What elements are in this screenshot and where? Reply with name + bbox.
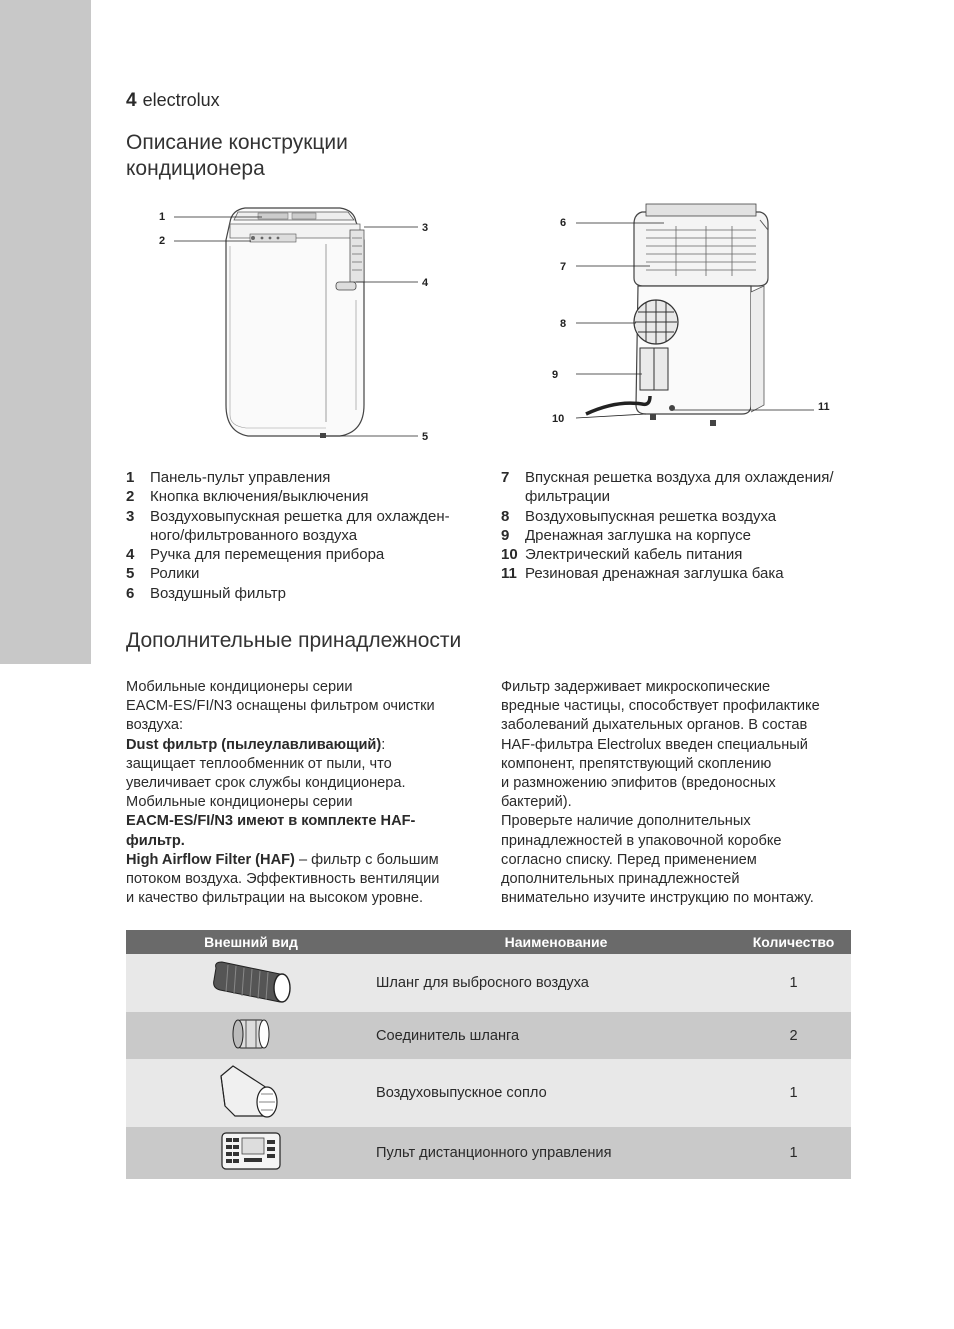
part-number: 7 — [501, 469, 510, 486]
part-description: Кнопка включения/выключения — [150, 488, 369, 506]
front-view-diagram — [150, 200, 440, 450]
part-description: Ролики — [150, 565, 200, 583]
text-line — [126, 832, 476, 851]
accessories-table — [126, 930, 851, 1179]
column-header-view: Внешний вид — [126, 930, 376, 954]
text-bold: EACM-ES/FI/N3 имеют в комплекте HAF- — [126, 813, 416, 830]
callout-7: 7 — [560, 261, 567, 273]
column-header-qty: Количество — [736, 930, 851, 954]
part-number — [126, 526, 150, 545]
part-number: 11 — [501, 565, 517, 583]
text-line: Фильтр задерживает микроскопические — [501, 679, 771, 695]
callout-2: 2 — [159, 235, 166, 247]
item-name: Воздуховыпускное сопло — [376, 1059, 736, 1127]
part-description: фильтрации — [525, 488, 611, 506]
parts-list-item — [126, 584, 476, 603]
parts-list-item — [126, 487, 476, 506]
part-description: ного/фильтрованного воздуха — [150, 526, 358, 544]
part-number: 2 — [126, 488, 135, 506]
text-line: EACM-ES/FI/N3 оснащены фильтром очистки — [126, 698, 435, 715]
callout-3: 3 — [422, 222, 429, 234]
item-name: Пульт дистанционного управления — [376, 1127, 736, 1179]
parts-list-right — [501, 468, 861, 584]
column-header-name: Наименование — [376, 930, 736, 954]
parts-list-item — [126, 507, 476, 526]
text-line: принадлежностей в упаковочной коробке — [501, 832, 782, 849]
item-name: Соединитель шланга — [376, 1012, 736, 1059]
callout-10: 10 — [552, 413, 565, 425]
exhaust-hose-icon — [126, 954, 376, 1012]
parts-list-left — [126, 468, 476, 603]
table-row — [126, 1127, 851, 1179]
text-line: Мобильные кондиционеры серии — [126, 679, 353, 695]
callout-4: 4 — [422, 277, 429, 289]
section-title-accessories: Дополнительные принадлежности — [126, 629, 462, 652]
table-row — [126, 954, 851, 1012]
part-description: Воздушный фильтр — [150, 584, 286, 602]
item-qty: 1 — [736, 1059, 851, 1127]
text-line: вредные частицы, способствует профилактике — [501, 698, 820, 715]
outlet-nozzle-icon — [126, 1059, 376, 1127]
part-description: Ручка для перемещения прибора — [150, 546, 385, 564]
part-description: Панель-пульт управления — [150, 469, 331, 486]
text-line: Мобильные кондиционеры серии — [126, 794, 353, 811]
text-line: защищает теплообменник от пыли, что — [126, 755, 392, 772]
part-number: 10 — [501, 546, 518, 564]
part-number: 5 — [126, 565, 135, 583]
text-line — [126, 851, 476, 870]
page-header — [126, 90, 220, 112]
section-title-construction — [126, 130, 426, 182]
part-number: 6 — [126, 584, 135, 602]
text-line: бактерий). — [501, 794, 572, 811]
callout-8: 8 — [560, 318, 567, 330]
section-title-line1: Описание конструкции — [126, 131, 348, 154]
callout-5: 5 — [422, 431, 429, 443]
text-line: компонент, препятствующий скоплению — [501, 755, 772, 772]
text-bold: фильтр. — [126, 832, 185, 849]
parts-list-item — [126, 564, 476, 583]
text-line: увеличивает срок службы кондиционера. — [126, 775, 406, 792]
parts-list-item — [126, 545, 476, 564]
table-row — [126, 1059, 851, 1127]
part-description: Воздуховыпускная решетка воздуха — [525, 507, 777, 525]
parts-list-item — [126, 526, 476, 545]
text-span: : — [381, 736, 386, 753]
text-line: дополнительных принадлежностей — [501, 871, 740, 888]
part-number: 4 — [126, 546, 135, 564]
brand-name: electrolux — [142, 90, 220, 110]
item-name: Шланг для выбросного воздуха — [376, 954, 736, 1012]
back-view-diagram — [546, 200, 846, 440]
text-line — [126, 812, 476, 831]
dust-filter-term: Dust фильтр (пылеулавливающий) — [126, 736, 382, 753]
callout-1: 1 — [159, 211, 166, 223]
text-line: и размножению эпифитов (вредоносных — [501, 775, 776, 792]
haf-filter-term: High Airflow Filter (HAF) — [126, 851, 295, 868]
table-row — [126, 1012, 851, 1059]
callout-11: 11 — [818, 401, 830, 413]
item-qty: 2 — [736, 1012, 851, 1059]
parts-list-item — [126, 468, 476, 487]
text-line: внимательно изучите инструкцию по монтажу. — [501, 890, 814, 907]
callout-6: 6 — [560, 217, 567, 229]
parts-list-item — [501, 468, 861, 487]
side-margin-strip — [0, 0, 91, 664]
part-number: 3 — [126, 507, 135, 525]
parts-list-item — [501, 526, 861, 545]
text-line: Проверьте наличие дополнительных — [501, 813, 751, 830]
item-qty: 1 — [736, 1127, 851, 1179]
part-number — [501, 487, 525, 506]
text-span: – фильтр с большим — [294, 851, 439, 868]
section-title-line2: кондиционера — [126, 157, 265, 180]
text-line: воздуха: — [126, 717, 184, 734]
hose-connector-icon — [126, 1012, 376, 1059]
text-line: и качество фильтрации на высоком уровне. — [126, 890, 424, 907]
text-line: HAF-фильтра Electrolux введен специальный — [501, 736, 808, 753]
text-line: потоком воздуха. Эффективность вентиляции — [126, 871, 440, 888]
part-description: Воздуховыпускная решетка для охлажден- — [150, 507, 450, 525]
callout-9: 9 — [552, 369, 559, 381]
text-line: согласно списку. Перед применением — [501, 851, 757, 868]
page-number: 4 — [126, 90, 137, 111]
parts-list-item — [501, 545, 861, 564]
part-description: Электрический кабель питания — [525, 546, 743, 564]
part-number: 1 — [126, 469, 135, 486]
parts-list-item — [501, 507, 861, 526]
part-number: 8 — [501, 507, 510, 525]
accessories-text-left — [126, 678, 476, 908]
part-description: Резиновая дренажная заглушка бака — [525, 565, 784, 583]
part-description: Дренажная заглушка на корпусе — [525, 526, 751, 544]
parts-list-item — [501, 487, 861, 506]
remote-control-icon — [126, 1127, 376, 1179]
text-line — [126, 736, 476, 755]
item-qty: 1 — [736, 954, 851, 1012]
part-number: 9 — [501, 526, 510, 544]
accessories-text-right — [501, 678, 861, 908]
part-description: Впускная решетка воздуха для охлаждения/ — [525, 469, 834, 486]
parts-list-item — [501, 564, 861, 583]
text-line: заболеваний дыхательных органов. В состав — [501, 717, 808, 734]
table-header-row — [126, 930, 851, 954]
